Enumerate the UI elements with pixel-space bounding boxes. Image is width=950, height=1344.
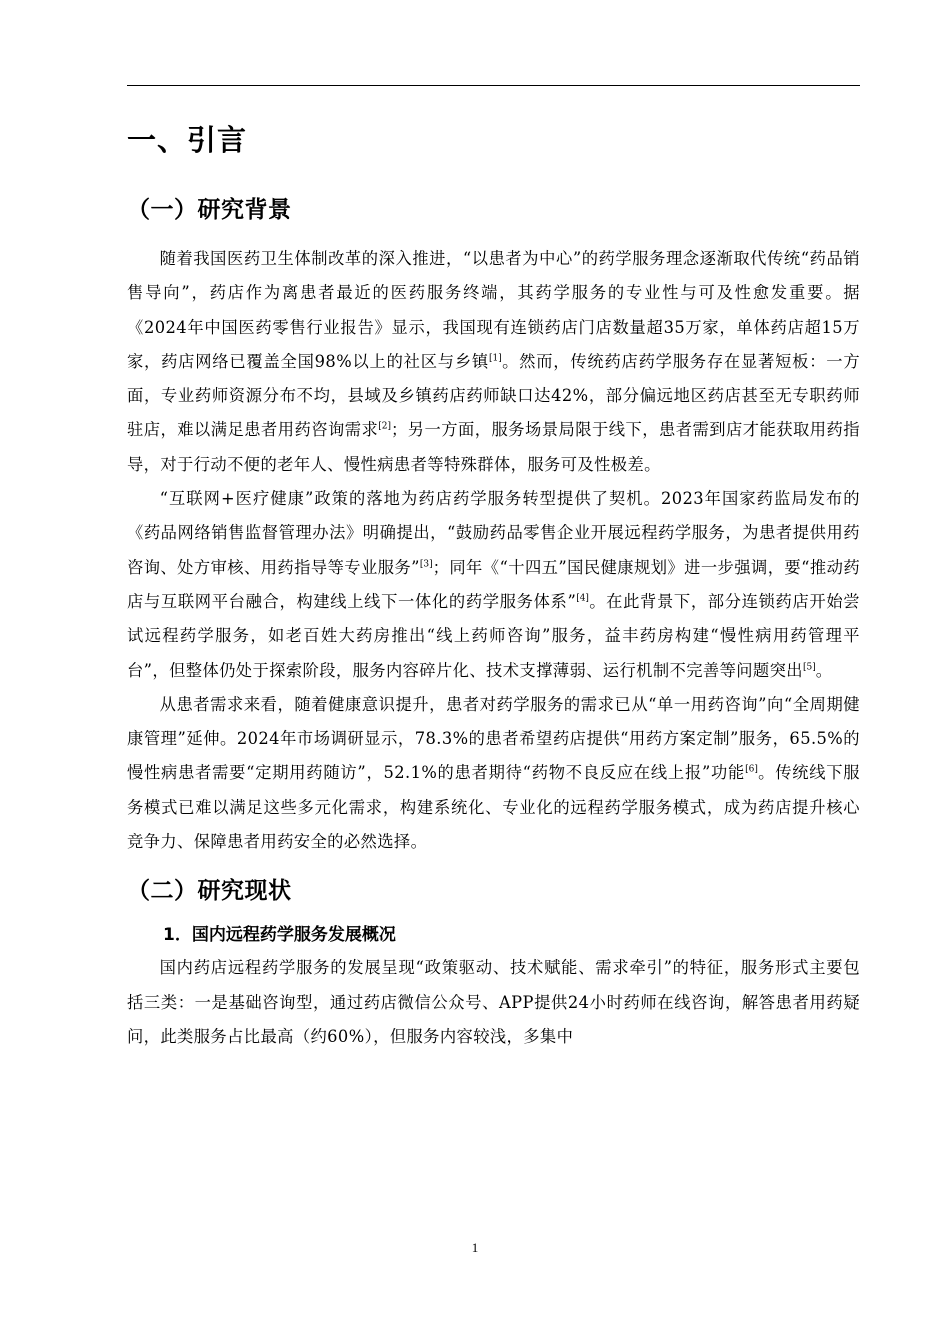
document-body [127, 112, 860, 1054]
citation-ref: [4] [576, 593, 589, 604]
citation-ref: [2] [378, 422, 392, 433]
paragraph-text: 。然而，传统药店药学服务存在显著短板：一方面，专业药师资源分布不均，县域及乡镇药店药师缺口达42%，部分偏远地区药店甚至无专职药师驻店，难以满足患者用药咨询需求 [127, 351, 860, 440]
paragraph-text: 从患者需求来看，随着健康意识提升，患者对药学服务的需求已从“单一用药咨询”向“全周期健康管理”延伸。2024年市场调研显示，78.3%的患者希望药店提供“用药方案定制”服务，65.5%的慢性病患者需要“定期用药随访”，52.1%的患者期待“药物不良反应在线上报”功能 [127, 694, 860, 783]
paragraph-text: 。 [815, 660, 833, 680]
header-rule [127, 85, 860, 86]
citation-ref: [1] [488, 353, 502, 364]
paragraph-text: 。在此背景下，部分连锁药店开始尝试远程药学服务，如老百姓大药房推出“线上药师咨询”服务，益丰药房构建“慢性病用药管理平台”，但整体仍处于探索阶段，服务内容碎片化、技术支撑薄弱、运行机制不完善等问题突出 [127, 591, 860, 680]
paragraph-domestic-1: 国内药店远程药学服务的发展呈现“政策驱动、技术赋能、需求牵引”的特征，服务形式主要包括三类：一是基础咨询型，通过药店微信公众号、APP提供24小时药师在线咨询，解答患者用药疑问，此类服务占比最高（约60%），但服务内容较浅，多集中 [127, 958, 860, 1046]
paragraph-text: “互联网+医疗健康”政策的落地为药店药学服务转型提供了契机。2023年国家药监局发布的《药品网络销售监督管理办法》明确提出，“鼓励药品零售企业开展远程药学服务，为患者提供用药咨询、处方审核、用药指导等专业服务” [127, 489, 860, 577]
paragraph-text: 随着我国医药卫生体制改革的深入推进，“以患者为中心”的药学服务理念逐渐取代传统“药品销售导向”，药店作为离患者最近的医药服务终端，其药学服务的专业性与可及性愈发重要。据《2024年中国医药零售行业报告》显示，我国现有连锁药店门店数量超35万家，单体药店超15万家，药店网络已覆盖全国98%以上的社区与乡镇 [127, 249, 860, 371]
paragraph-text: ；另一方面，服务场景局限于线下，患者需到店才能获取用药指导，对于行动不便的老年人、慢性病患者等特殊群体，服务可及性极差。 [127, 420, 860, 474]
paragraph-background-1 [127, 242, 860, 482]
section-heading-status: （二）研究现状 [127, 878, 292, 905]
page-number: 1 [471, 1240, 479, 1255]
paragraph-text: 。传统线下服务模式已难以满足这些多元化需求，构建系统化、专业化的远程药学服务模式，成为药店提升核心竞争力、保障患者用药安全的必然选择。 [127, 763, 860, 852]
paragraph-background-2 [127, 482, 860, 688]
subsection-heading-domestic: 1．国内远程药学服务发展概况 [163, 925, 396, 946]
paragraph-background-3 [127, 688, 860, 859]
paragraph-text: ；同年《“十四五”国民健康规划》进一步强调，要“推动药店与互联网平台融合，构建线上线下一体化的药学服务体系” [127, 557, 860, 611]
citation-ref: [6] [745, 765, 758, 776]
citation-ref: [3] [419, 559, 433, 570]
citation-ref: [5] [802, 662, 816, 673]
chapter-heading: 一、引言 [127, 123, 248, 157]
section-heading-background: （一）研究背景 [127, 197, 292, 223]
